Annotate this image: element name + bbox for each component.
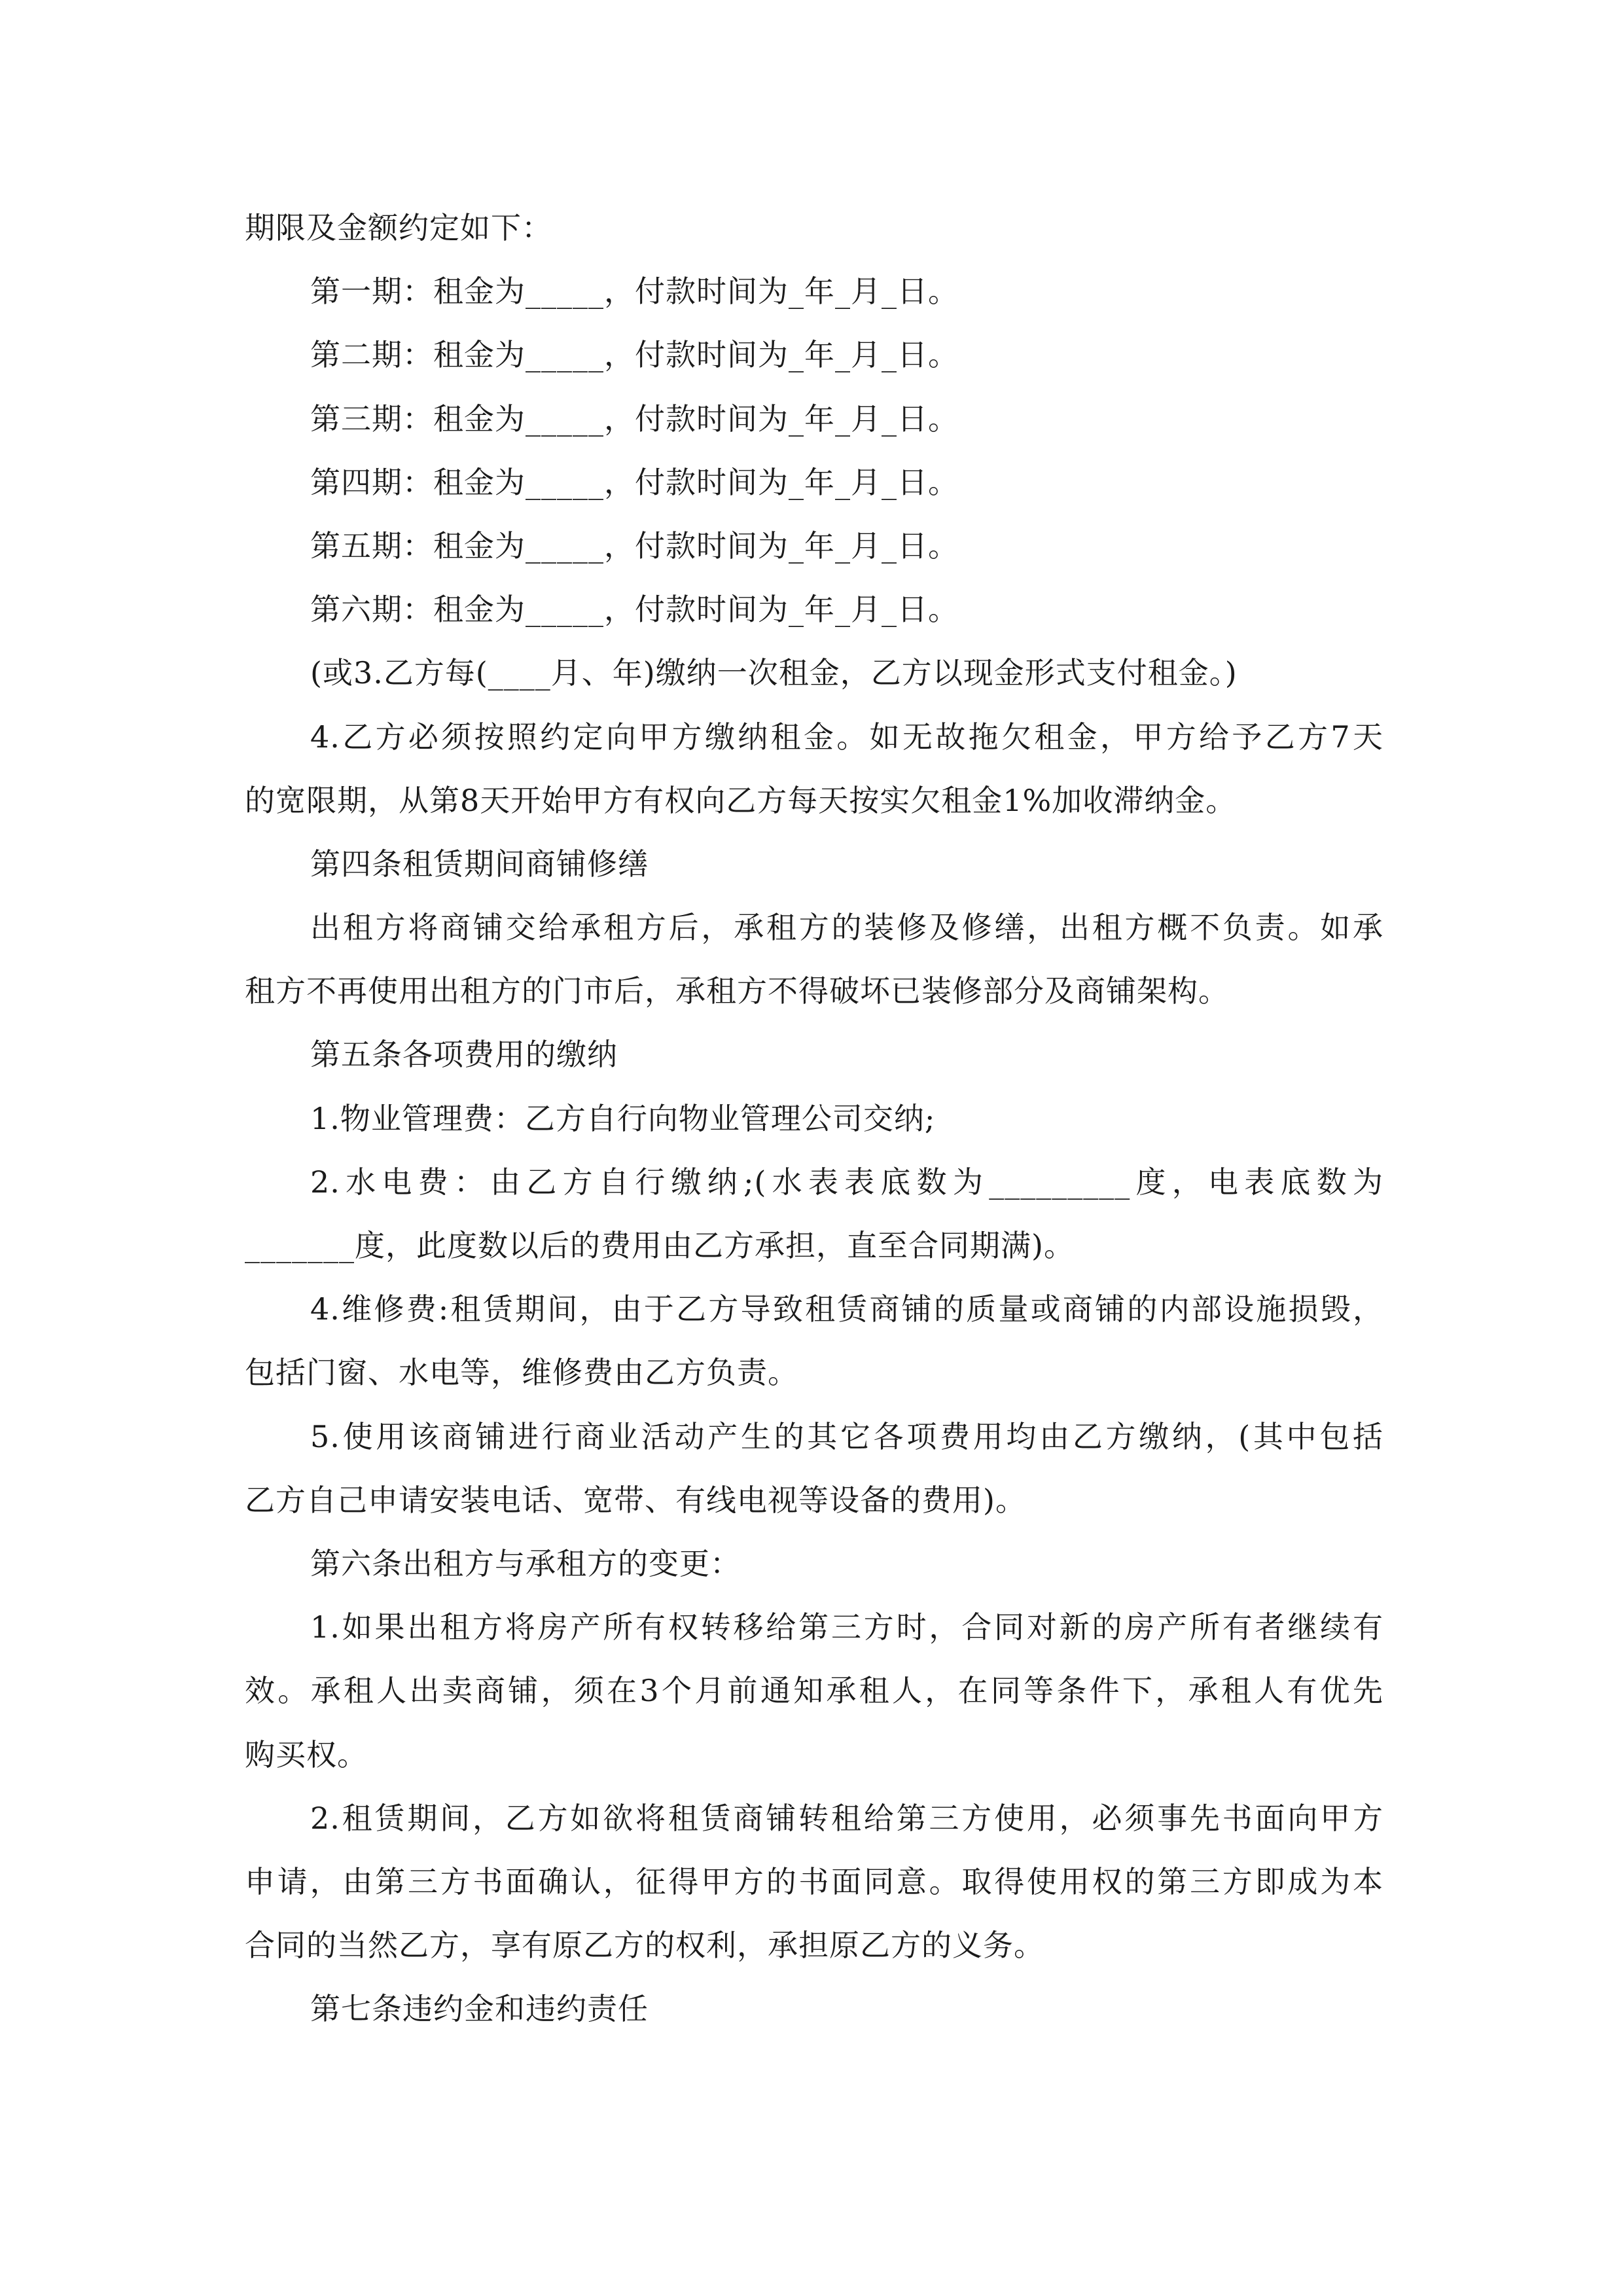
text-line: 第六条出租方与承租方的变更： [310, 1545, 741, 1581]
text-line: 期限及金额约定如下： [245, 210, 552, 245]
text-line: 的宽限期，从第8天开始甲方有权向乙方每天按实欠租金1%加收滞纳金。 [245, 782, 1237, 818]
text-line: 1.物业管理费：乙方自行向物业管理公司交纳; [310, 1100, 936, 1136]
text-line: 租方不再使用出租方的门市后，承租方不得破坏已装修部分及商铺架构。 [245, 973, 1229, 1009]
text-line: 第二期：租金为_____，付款时间为_年_月_日。 [310, 337, 959, 373]
text-line: 2.水电费：由乙方自行缴纳;(水表表底数为_________度，电表底数为 [310, 1164, 1383, 1200]
text-line: 效。承租人出卖商铺，须在3个月前通知承租人，在同等条件下，承租人有优先 [245, 1673, 1383, 1709]
text-line: 第五期：租金为_____，付款时间为_年_月_日。 [310, 528, 959, 564]
text-line: 第七条违约金和违约责任 [310, 1991, 649, 2027]
text-line: 4.乙方必须按照约定向甲方缴纳租金。如无故拖欠租金，甲方给予乙方7天 [310, 719, 1383, 755]
text-line: 出租方将商铺交给承租方后，承租方的装修及修缮，出租方概不负责。如承 [310, 910, 1383, 946]
text-line: 购买权。 [245, 1736, 368, 1772]
text-line: 第三期：租金为_____，付款时间为_年_月_日。 [310, 401, 959, 437]
text-line: 2.租赁期间，乙方如欲将租赁商铺转租给第三方使用，必须事先书面向甲方 [310, 1800, 1383, 1836]
text-line: 第六期：租金为_____，付款时间为_年_月_日。 [310, 592, 959, 628]
text-line: 包括门窗、水电等，维修费由乙方负责。 [245, 1355, 798, 1391]
text-line: 合同的当然乙方，享有原乙方的权利，承担原乙方的义务。 [245, 1928, 1044, 1964]
text-line: (或3.乙方每(____月、年)缴纳一次租金，乙方以现金形式支付租金。) [310, 655, 1238, 691]
text-line: 第四期：租金为_____，付款时间为_年_月_日。 [310, 464, 959, 500]
document-body [245, 196, 1383, 2041]
text-line: 4.维修费:租赁期间，由于乙方导致租赁商铺的质量或商铺的内部设施损毁， [310, 1291, 1383, 1327]
text-line: 第四条租赁期间商铺修缮 [310, 846, 649, 882]
text-line: 第一期：租金为_____，付款时间为_年_月_日。 [310, 274, 959, 310]
text-line: _______度，此度数以后的费用由乙方承担，直至合同期满)。 [245, 1228, 1075, 1263]
text-line: 第五条各项费用的缴纳 [310, 1037, 618, 1073]
text-line: 1.如果出租方将房产所有权转移给第三方时，合同对新的房产所有者继续有 [310, 1609, 1383, 1645]
text-line: 乙方自己申请安装电话、宽带、有线电视等设备的费用)。 [245, 1482, 1026, 1518]
text-line: 5.使用该商铺进行商业活动产生的其它各项费用均由乙方缴纳，(其中包括 [310, 1418, 1383, 1454]
text-line: 申请，由第三方书面确认，征得甲方的书面同意。取得使用权的第三方即成为本 [245, 1863, 1383, 1899]
